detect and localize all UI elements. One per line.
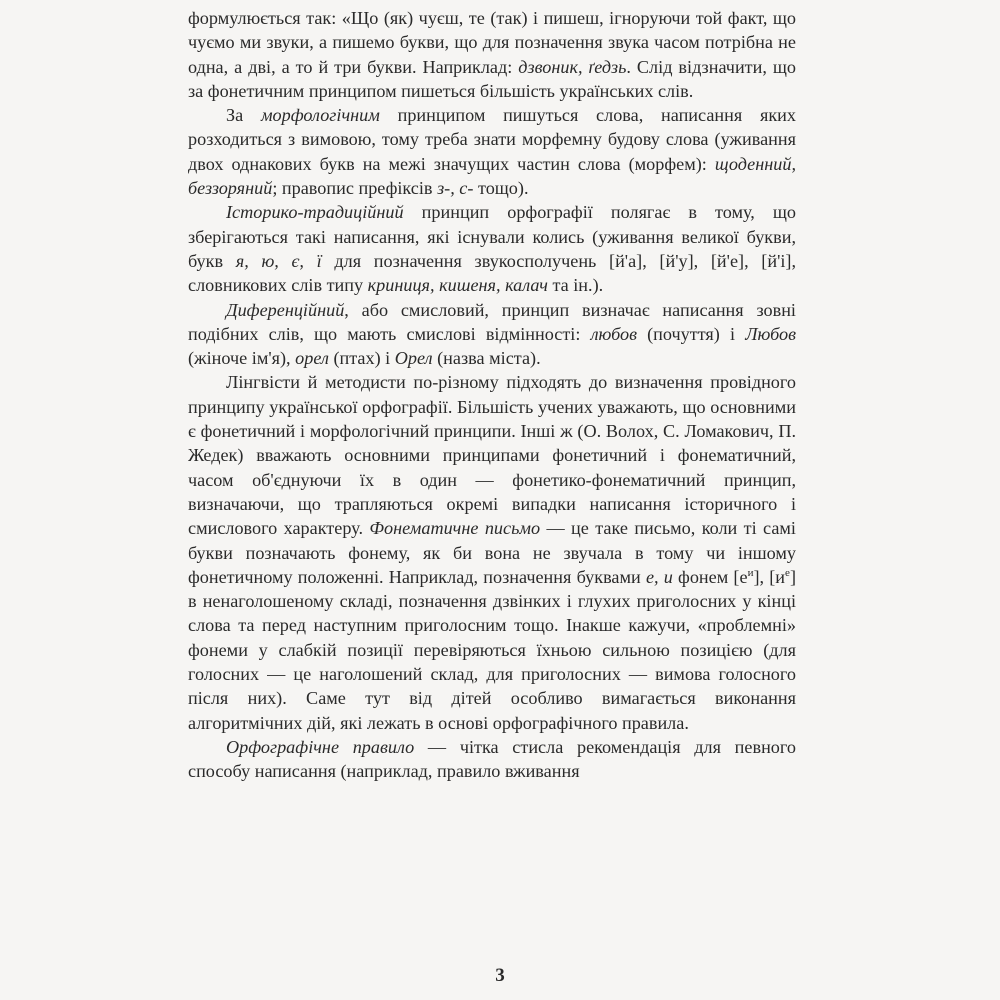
superscript: е	[785, 566, 790, 579]
italic-term: криниця, кишеня, калач	[367, 275, 548, 296]
paragraph	[188, 103, 796, 200]
paragraph	[188, 200, 796, 297]
italic-term: Орфографічне правило	[226, 736, 415, 757]
text-run: (почуття) і	[636, 323, 746, 344]
italic-term: е, и	[645, 566, 673, 587]
page-text	[188, 6, 796, 784]
italic-term: Фонематичне письмо	[369, 518, 541, 539]
text-run: (птах) і	[328, 348, 395, 369]
text-run: Лінгвісти й методисти по-різному підходять до визначення провідного принципу української орфографії. Більшість учених уважають, що основними є фонетичний і морфологічний принципи. Інші ж (О. Волох, С. Ломакович, П. Жедек) вважають основними принципами фонетичний і фонематичний, часом об'єднуючи їх в один — фонетико-фонематичний принцип, визначаючи, що трапляються окремі випадки написання історичного і смислового характеру.	[188, 372, 796, 539]
text-run: та ін.).	[547, 275, 604, 296]
text-run: ], [и	[753, 566, 786, 587]
paragraph	[188, 370, 796, 734]
italic-term: орел	[295, 348, 329, 369]
paragraph	[188, 735, 796, 784]
text-run: За	[226, 105, 261, 126]
text-run: тощо).	[473, 178, 529, 199]
text-run: фонем [е	[672, 566, 748, 587]
text-run: принципом пишуться слова, написання яких розходиться з вимовою, тому треба знати морфемну будову слова (уживання двох однакових букв на межі значущих частин слова (морфем):	[188, 105, 797, 174]
italic-term: Історико-традиційний	[226, 202, 404, 223]
italic-term: любов	[590, 323, 637, 344]
text-run: — чітка стисла рекомендація для певного способу написання (наприклад, правило вживання	[188, 736, 797, 782]
text-run: ; правопис префіксів	[272, 178, 438, 199]
italic-term: морфологічним	[260, 105, 380, 126]
italic-term: щоденний, беззоряний	[188, 153, 796, 199]
text-run: . Слід відзначити, що за фонетичним принципом пишеться більшість українських слів.	[188, 56, 796, 101]
italic-term: дзвоник, ґедзь	[518, 56, 627, 77]
superscript: и	[747, 566, 754, 579]
text-run: для позначення звукосполучень [й'а], [й'у], [й'е], [й'і], словникових слів типу	[188, 250, 797, 296]
page-number: 3	[495, 965, 505, 986]
italic-term: я, ю, є, ї	[235, 250, 322, 271]
text-run: , або смисловий, принцип визначає написання зовні подібних слів, що мають смислові відмінності:	[188, 299, 796, 344]
italic-term: Диференційний	[226, 299, 345, 320]
paragraph	[188, 298, 796, 371]
text-run: (назва міста).	[432, 348, 541, 369]
text-run: ] в ненаголошеному складі, позначення дзвінких і глухих приголосних у кінці слова та перед наступним приголосним тощо. Інакше кажучи, «проблемні» фонеми у слабкій позиції перевіряються їхньою сильною позицією (для голосних — це наголошений склад, для приголосних — вимова голосного після них). Саме тут від дітей особливо вимагається виконання алгоритмічних дій, які лежать в основі орфографічного правила.	[188, 566, 796, 733]
text-run: — це таке письмо, коли ті самі букви позначають фонему, як би вона не звучала в тому чи іншому фонетичному положенні. Наприклад, позначення буквами	[188, 518, 796, 587]
paragraph	[188, 6, 796, 103]
text-run: формулюється так: «Що (як) чуєш, те (так) і пишеш, ігноруючи той факт, що чуємо ми звуки, а пишемо букви, що для позначення звука часом потрібна не одна, а дві, а то й три букви. Наприклад:	[188, 8, 796, 77]
italic-term: Любов	[745, 323, 796, 344]
italic-term: Орел	[394, 348, 433, 369]
text-run: принцип орфографії полягає в тому, що зберігаються такі написання, які існували колись (уживання великої букви, букв	[188, 202, 796, 271]
italic-term: з-, с-	[437, 178, 474, 199]
text-run: (жіноче ім'я),	[188, 348, 296, 369]
